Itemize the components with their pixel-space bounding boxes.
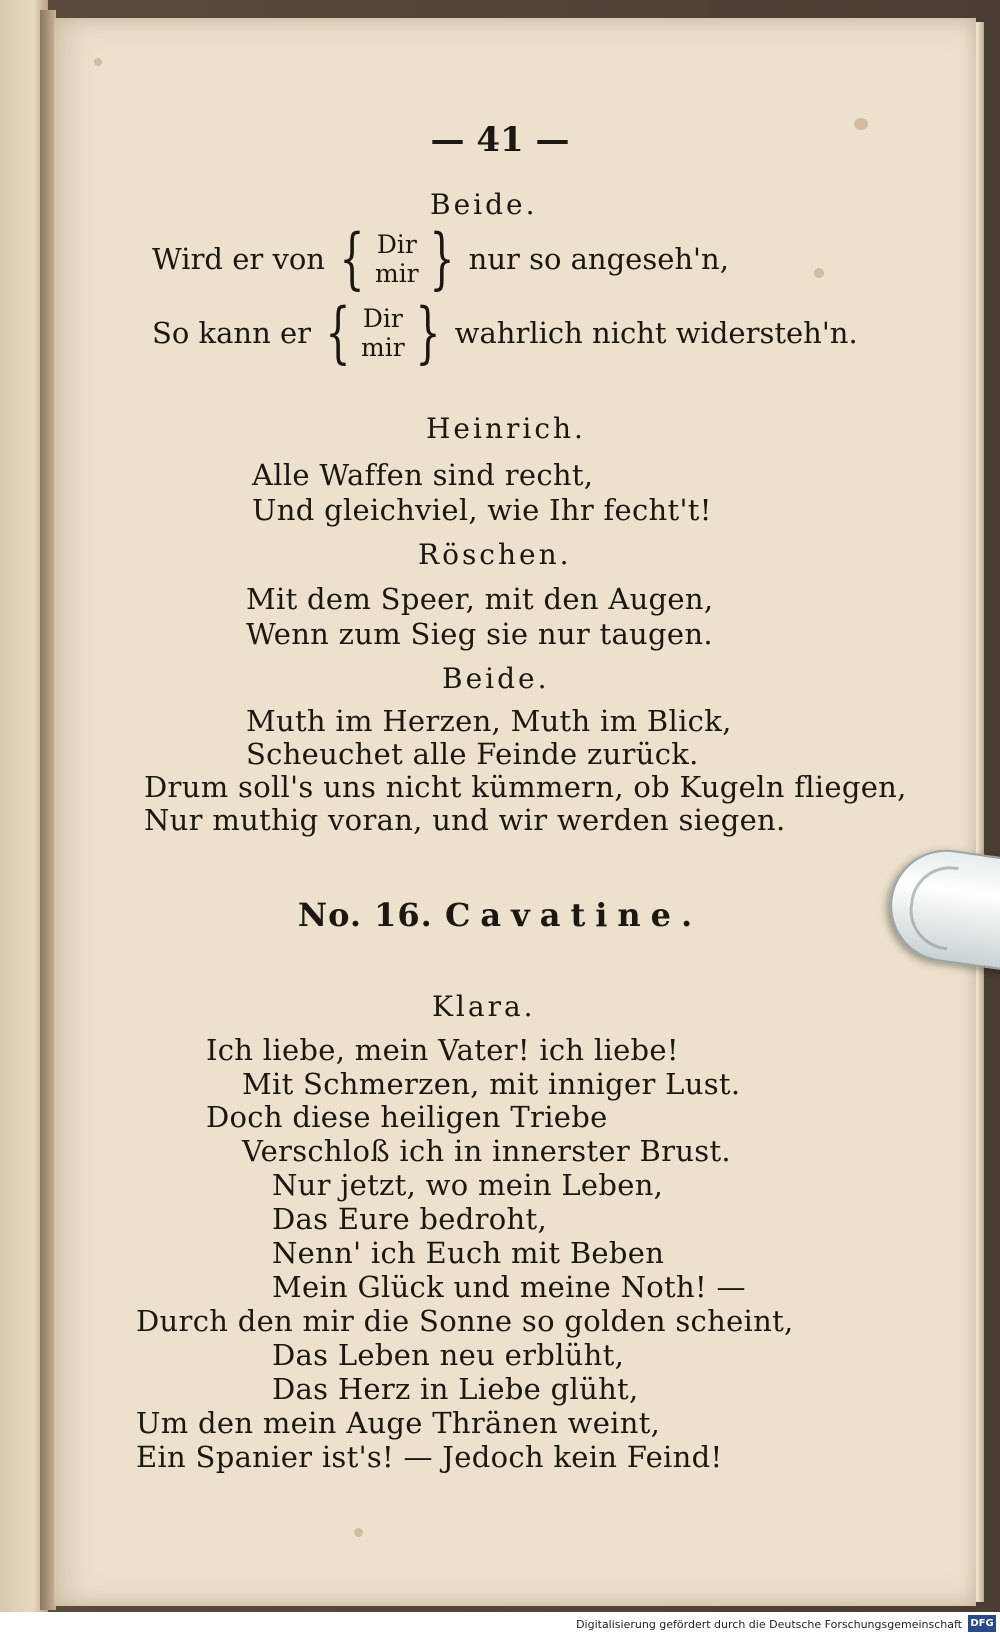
verse-line: Mein Glück und meine Noth! —: [272, 1270, 746, 1304]
verse-line: Ein Spanier ist's! — Jedoch kein Feind!: [136, 1440, 723, 1474]
footer-bar: [0, 1612, 1000, 1637]
right-brace: }: [415, 294, 441, 371]
verse-text: nur so angeseh'n,: [468, 242, 729, 276]
speaker-roeschen: Röschen.: [418, 538, 572, 571]
verse-line: Ich liebe, mein Vater! ich liebe!: [206, 1033, 679, 1067]
verse-line: Das Leben neu erblüht,: [272, 1338, 625, 1372]
verse-text: wahrlich nicht widersteh'n.: [454, 316, 858, 350]
verse-line: Nur muthig voran, und wir werden siegen.: [144, 803, 786, 837]
verse-line: Alle Waffen sind recht,: [252, 458, 594, 492]
verse-line: Durch den mir die Sonne so golden scheint,: [136, 1304, 794, 1338]
pronoun-stack: [375, 230, 419, 288]
speaker-beide: Beide.: [430, 188, 538, 221]
heading-number: No. 16.: [297, 896, 433, 934]
left-brace: {: [325, 294, 351, 371]
pronoun-top: Dir: [376, 230, 417, 259]
speaker-beide: Beide.: [442, 662, 550, 695]
verse-line: Wenn zum Sieg sie nur taugen.: [246, 617, 713, 651]
verse-line-brace-1: [152, 220, 729, 297]
verse-line: Nur jetzt, wo mein Leben,: [272, 1168, 664, 1202]
verse-line: Mit Schmerzen, mit inniger Lust.: [242, 1067, 741, 1101]
speaker-klara: Klara.: [432, 990, 536, 1023]
verse-line: Und gleichviel, wie Ihr fecht't!: [252, 493, 712, 527]
speaker-heinrich: Heinrich.: [426, 412, 586, 445]
verse-line: Muth im Herzen, Muth im Blick,: [246, 704, 732, 738]
pronoun-bottom: mir: [374, 259, 419, 288]
verse-line: Mit dem Speer, mit den Augen,: [246, 582, 714, 616]
paper-stain: [354, 1528, 363, 1537]
verse-line: Nenn' ich Euch mit Beben: [272, 1236, 665, 1270]
verse-line: Das Eure bedroht,: [272, 1202, 547, 1236]
verse-line: Doch diese heiligen Triebe: [206, 1100, 608, 1134]
verse-line: Scheuchet alle Feinde zurück.: [246, 737, 699, 771]
verse-line-brace-2: [152, 294, 858, 371]
verse-line: Verschloß ich in innerster Brust.: [242, 1134, 731, 1168]
verse-line: Um den mein Auge Thränen weint,: [136, 1406, 661, 1440]
paper-stain: [814, 268, 824, 278]
verse-text: Wird er von: [152, 242, 325, 276]
right-brace: }: [429, 220, 455, 297]
footer-credit: Digitalisierung gefördert durch die Deutsche Forschungsgemeinschaft: [576, 1618, 962, 1631]
number-heading: [0, 896, 1000, 934]
verse-line: Das Herz in Liebe glüht,: [272, 1372, 639, 1406]
pronoun-bottom: mir: [361, 333, 405, 362]
pronoun-stack: [361, 304, 405, 362]
heading-title: Cavatine.: [444, 896, 703, 934]
paper-stain: [94, 58, 102, 66]
pronoun-top: Dir: [362, 304, 403, 333]
page-number: — 41 —: [430, 120, 570, 160]
dfg-logo-icon: DFG: [968, 1615, 996, 1632]
left-brace: {: [339, 220, 365, 297]
verse-text: So kann er: [152, 316, 312, 350]
verse-line: Drum soll's uns nicht kümmern, ob Kugeln fliegen,: [144, 770, 907, 804]
